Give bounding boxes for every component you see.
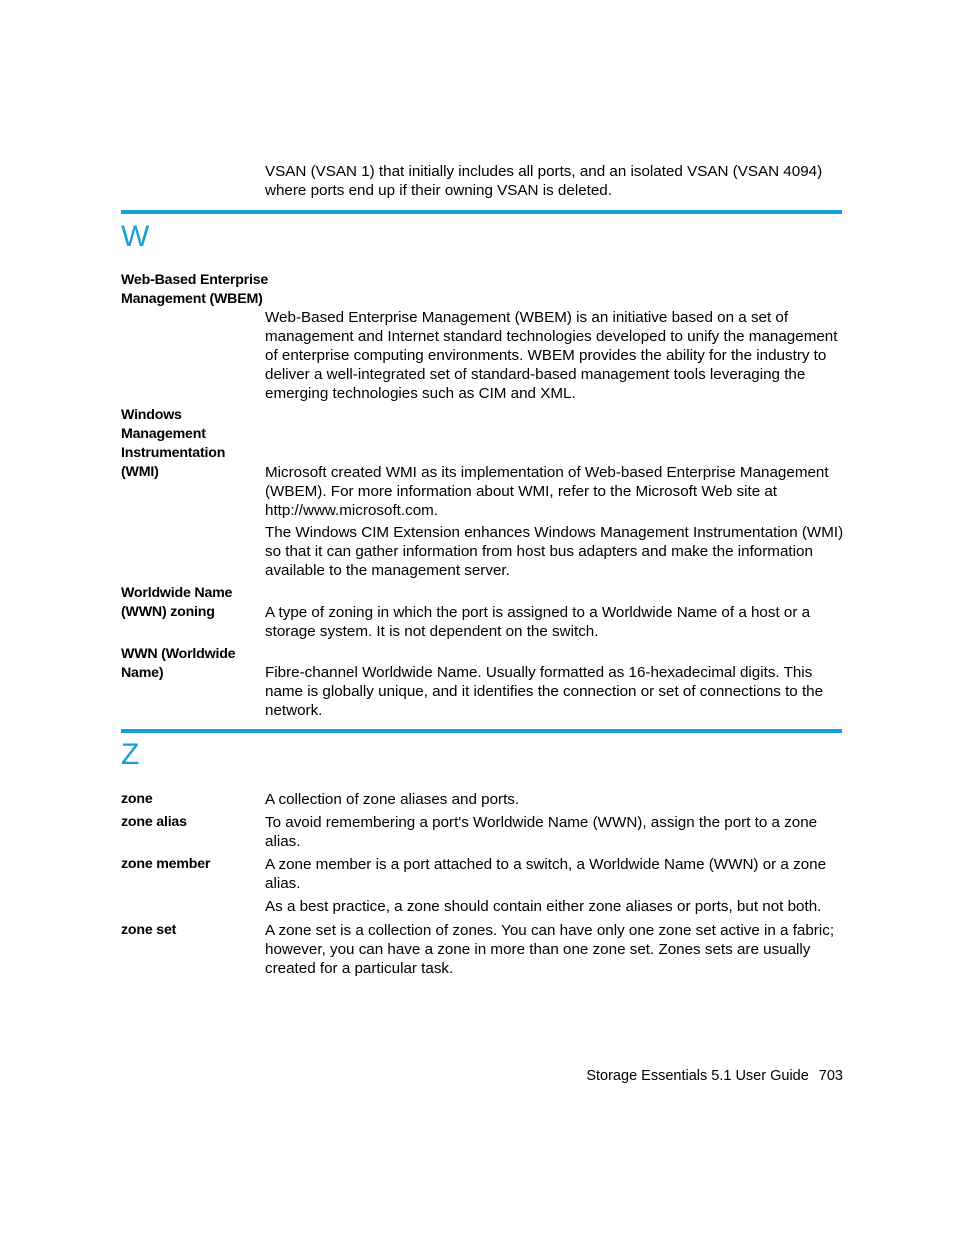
- glossary-term-zone-alias: zone alias: [121, 814, 187, 830]
- glossary-definition-zone-alias: To avoid remembering a port's Worldwide Name (WWN), assign the port to a zone alias.: [265, 814, 818, 850]
- glossary-term-zone-member: zone member: [121, 856, 211, 872]
- section-letter-z: Z: [121, 738, 140, 771]
- continuation-paragraph: VSAN (VSAN 1) that initially includes all ports, and an isolated VSAN (VSAN 4094) where ports end up if their owning VSAN is deleted.: [265, 163, 823, 199]
- glossary-definition-zone-member-1: A zone member is a port attached to a switch, a Worldwide Name (WWN) or a zone alias.: [265, 856, 827, 892]
- page-number: 703: [818, 1068, 843, 1084]
- glossary-definition-wmi-2: The Windows CIM Extension enhances Windows Management Instrumentation (WMI) so that it can gather information from host bus adapters and make the information available to the management server.: [265, 524, 844, 579]
- section-letter-w: W: [121, 220, 150, 253]
- section-divider-w: [121, 210, 842, 214]
- glossary-definition-wwn-zoning: A type of zoning in which the port is assigned to a Worldwide Name of a host or a storage system. It is not dependent on the switch.: [265, 604, 811, 640]
- glossary-definition-zone-set: A zone set is a collection of zones. You can have only one zone set active in a fabric; however, you can have a zone in more than one zone set. Zones sets are usually created for a particular task.: [265, 922, 835, 977]
- glossary-term-wbem: Web-Based Enterprise Management (WBEM): [121, 272, 269, 307]
- glossary-term-wwn-zoning: Worldwide Name (WWN) zoning: [121, 585, 233, 620]
- footer-title: Storage Essentials 5.1 User Guide: [586, 1068, 809, 1084]
- glossary-definition-zone-member-2: As a best practice, a zone should contain either zone aliases or ports, but not both.: [265, 898, 822, 915]
- glossary-definition-wmi-1: Microsoft created WMI as its implementation of Web-based Enterprise Management (WBEM). For more information about WMI, refer to the Microsoft Web site at http://www.microsoft.com.: [265, 464, 829, 519]
- glossary-definition-wwn: Fibre-channel Worldwide Name. Usually formatted as 16-hexadecimal digits. This name is globally unique, and it identifies the connection or set of connections to the network.: [265, 664, 824, 719]
- glossary-definition-zone: A collection of zone aliases and ports.: [265, 791, 520, 808]
- section-divider-z: [121, 729, 842, 733]
- glossary-definition-wbem: Web-Based Enterprise Management (WBEM) is an initiative based on a set of management and Internet standard technologies developed to unify the management of enterprise computing environments. WBEM provides the ability for the industry to deliver a well-integrated set of standard-based management tools leveraging the emerging technologies such as CIM and XML.: [265, 309, 838, 402]
- glossary-term-zone: zone: [121, 791, 153, 807]
- glossary-term-wwn: WWN (Worldwide Name): [121, 646, 236, 681]
- glossary-term-wmi: Windows Management Instrumentation (WMI): [121, 407, 226, 480]
- page-footer: [586, 1067, 843, 1086]
- glossary-term-zone-set: zone set: [121, 922, 177, 938]
